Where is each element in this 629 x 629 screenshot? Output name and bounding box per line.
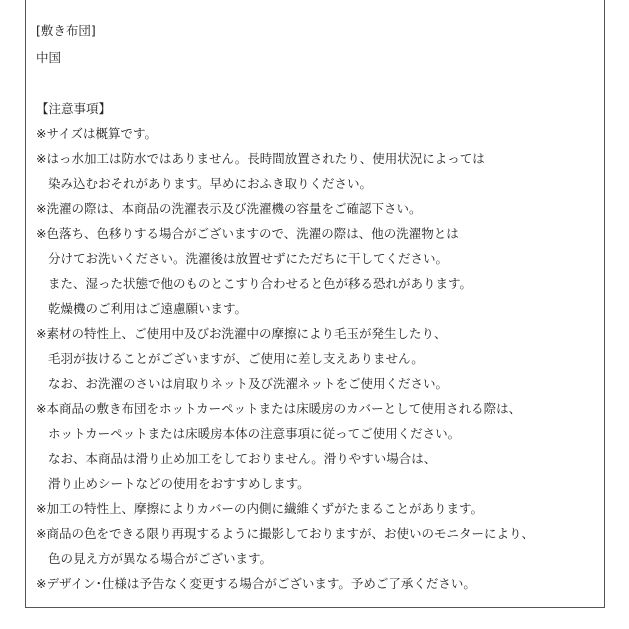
spec-value: 中国 [36, 50, 62, 65]
note-line: ※はっ水加工は防水ではありません。長時間放置されたり、使用状況によっては [36, 151, 485, 166]
note-line: ※デザイン･仕様は予告なく変更する場合がございます。予めご了承ください。 [36, 576, 476, 591]
note-line: また、湿った状態で他のものとこすり合わせると色が移る恐れがあります。 [48, 276, 473, 291]
note-line: 色の見え方が異なる場合がございます。 [48, 551, 273, 566]
note-line: ※洗濯の際は、本商品の洗濯表示及び洗濯機の容量をご確認下さい。 [36, 201, 422, 216]
note-line: ホットカーペットまたは床暖房本体の注意事項に従ってご使用ください。 [48, 426, 461, 441]
note-line: なお、お洗濯のさいは肩取りネット及び洗濯ネットをご使用ください。 [48, 376, 449, 391]
note-line: 滑り止めシートなどの使用をおすすめします。 [48, 476, 310, 491]
note-line: 乾燥機のご利用はご遠慮願います。 [48, 301, 248, 316]
note-line: ※本商品の敷き布団をホットカーペットまたは床暖房のカバーとして使用される際は、 [36, 401, 522, 416]
note-line: 分けてお洗いください。洗濯後は放置せずにただちに干してください。 [48, 251, 449, 266]
spec-label: [敷き布団] [36, 23, 96, 38]
note-line: ※商品の色をできる限り再現するように撮影しておりますが、お使いのモニターにより、 [36, 526, 534, 541]
notes-heading: 【注意事項】 [36, 101, 112, 116]
note-line: ※素材の特性上、ご使用中及びお洗濯中の摩擦により毛玉が発生したり、 [36, 326, 447, 341]
note-line: 染み込むおそれがあります。早めにおふき取りください。 [48, 176, 373, 191]
note-line: ※加工の特性上、摩擦によりカバーの内側に繊維くずがたまることがあります。 [36, 501, 483, 516]
note-line: なお、本商品は滑り止め加工をしておりません。滑りやすい場合は、 [48, 451, 437, 466]
note-line: 毛羽が抜けることがございますが、ご使用に差し支えありません。 [48, 351, 424, 366]
note-line: ※サイズは概算です。 [36, 126, 157, 141]
note-line: ※色落ち、色移りする場合がございますので、洗濯の際は、他の洗濯物とは [36, 226, 459, 241]
